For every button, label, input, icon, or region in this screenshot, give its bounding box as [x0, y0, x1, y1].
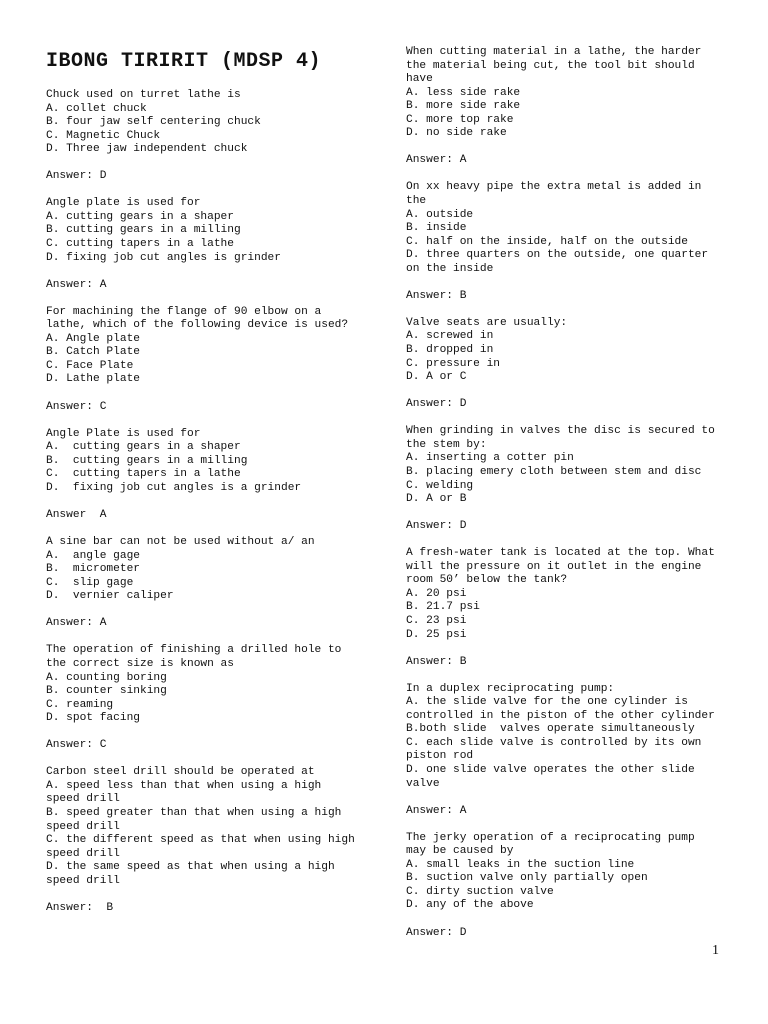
question-text: may be caused by — [406, 845, 514, 858]
answer-option: D. vernier caliper — [46, 590, 174, 603]
question-text: room 50’ below the tank? — [406, 574, 568, 587]
page-title: IBONG TIRIRIT (MDSP 4) — [46, 50, 322, 73]
question-text: When grinding in valves the disc is secured to — [406, 425, 715, 438]
answer-option: C. 23 psi — [406, 614, 467, 627]
answer-option: C. more top rake — [406, 113, 514, 126]
answer-key: Answer: D — [406, 926, 467, 939]
answer-option: D. one slide valve operates the other slide — [406, 763, 695, 776]
answer-option: valve — [406, 777, 440, 790]
answer-option: D. no side rake — [406, 127, 507, 140]
spacer — [46, 387, 376, 401]
answer-option: on the inside — [406, 262, 494, 275]
question-block — [406, 683, 736, 818]
answer-key: Answer: A — [46, 278, 107, 291]
answer-option: D. A or B — [406, 493, 467, 506]
spacer — [46, 604, 376, 618]
answer-option: speed drill — [46, 874, 120, 887]
answer-option: A. screwed in — [406, 330, 494, 343]
answer-option: A. collet chuck — [46, 102, 147, 115]
question-text: Angle Plate is used for — [46, 427, 201, 440]
answer-option: B. cutting gears in a milling — [46, 454, 248, 467]
answer-option: A. cutting gears in a shaper — [46, 210, 234, 223]
question-block — [46, 306, 376, 414]
answer-option: B. Catch Plate — [46, 346, 140, 359]
question-block — [46, 428, 376, 523]
answer-option: C. the different speed as that when using high — [46, 834, 355, 847]
question-text: A fresh-water tank is located at the top. What — [406, 547, 715, 560]
answer-option: B. dropped in — [406, 344, 494, 357]
answer-option: C. welding — [406, 479, 474, 492]
answer-key: Answer: A — [46, 617, 107, 630]
answer-option: A. the slide valve for the one cylinder is — [406, 696, 688, 709]
question-block — [406, 547, 736, 669]
question-text: the — [406, 195, 427, 208]
answer-option: D. the same speed as that when using a high — [46, 861, 335, 874]
answer-option: C. cutting tapers in a lathe — [46, 238, 234, 251]
question-block — [406, 317, 736, 412]
question-text: the stem by: — [406, 438, 487, 451]
answer-option: A. inserting a cotter pin — [406, 452, 574, 465]
answer-option: C. cutting tapers in a lathe — [46, 468, 241, 481]
question-text: The operation of finishing a drilled hole to — [46, 644, 342, 657]
answer-option: C. pressure in — [406, 357, 500, 370]
answer-key: Answer: B — [406, 655, 467, 668]
question-text: For machining the flange of 90 elbow on a — [46, 305, 322, 318]
spacer — [406, 642, 736, 656]
answer-option: speed drill — [46, 847, 120, 860]
answer-option: speed drill — [46, 793, 120, 806]
answer-option: A. small leaks in the suction line — [406, 858, 635, 871]
spacer — [406, 913, 736, 927]
right-column — [406, 46, 736, 940]
spacer — [406, 791, 736, 805]
answer-option: B. cutting gears in a milling — [46, 224, 241, 237]
answer-option: B. suction valve only partially open — [406, 872, 648, 885]
answer-option: D. Lathe plate — [46, 373, 140, 386]
question-text: Valve seats are usually: — [406, 316, 568, 329]
question-block — [46, 644, 376, 752]
answer-option: A. outside — [406, 208, 474, 221]
spacer — [406, 507, 736, 521]
answer-option: D. spot facing — [46, 712, 140, 725]
question-text: The jerky operation of a reciprocating pump — [406, 831, 695, 844]
question-text: have — [406, 73, 433, 86]
answer-option: D. 25 psi — [406, 628, 467, 641]
answer-key: Answer: D — [406, 398, 467, 411]
answer-option: A. angle gage — [46, 549, 140, 562]
spacer — [46, 726, 376, 740]
answer-option: C. slip gage — [46, 576, 134, 589]
question-text: In a duplex reciprocating pump: — [406, 682, 615, 695]
spacer — [406, 141, 736, 155]
answer-key: Answer A — [46, 508, 107, 521]
question-text: On xx heavy pipe the extra metal is added in — [406, 181, 702, 194]
answer-option: C. reaming — [46, 698, 114, 711]
answer-option: B. more side rake — [406, 100, 521, 113]
question-block — [406, 181, 736, 303]
answer-option: B. four jaw self centering chuck — [46, 116, 261, 129]
question-block — [406, 46, 736, 168]
answer-option: A. counting boring — [46, 671, 167, 684]
answer-option: B. speed greater than that when using a high — [46, 806, 342, 819]
answer-option: piston rod — [406, 750, 474, 763]
question-block — [46, 89, 376, 184]
answer-option: speed drill — [46, 820, 120, 833]
question-text: Carbon steel drill should be operated at — [46, 766, 315, 779]
left-column — [46, 89, 376, 915]
question-text: the material being cut, the tool bit should — [406, 59, 695, 72]
answer-option: B. micrometer — [46, 563, 140, 576]
question-text: Angle plate is used for — [46, 197, 201, 210]
answer-key: Answer: C — [46, 400, 107, 413]
answer-option: controlled in the piston of the other cylinder — [406, 709, 715, 722]
spacer — [46, 888, 376, 902]
answer-option: B.both slide valves operate simultaneously — [406, 723, 695, 736]
question-text: Chuck used on turret lathe is — [46, 89, 241, 101]
answer-option: A. less side rake — [406, 86, 521, 99]
question-block — [46, 197, 376, 292]
question-block — [46, 536, 376, 631]
answer-option: C. Magnetic Chuck — [46, 129, 161, 142]
answer-option: B. 21.7 psi — [406, 601, 480, 614]
answer-option: C. Face Plate — [46, 359, 134, 372]
question-text: the correct size is known as — [46, 657, 234, 670]
answer-key: Answer: B — [46, 901, 114, 914]
answer-key: Answer: B — [406, 289, 467, 302]
answer-option: D. three quarters on the outside, one quarter — [406, 249, 709, 262]
spacer — [406, 385, 736, 399]
answer-option: D. A or C — [406, 371, 467, 384]
answer-key: Answer: D — [406, 520, 467, 533]
answer-option: D. Three jaw independent chuck — [46, 143, 248, 156]
question-block — [46, 766, 376, 915]
answer-key: Answer: D — [46, 170, 107, 183]
answer-option: D. fixing job cut angles is a grinder — [46, 481, 302, 494]
question-block — [406, 425, 736, 533]
spacer — [46, 157, 376, 171]
answer-option: A. Angle plate — [46, 332, 140, 345]
answer-option: A. 20 psi — [406, 587, 467, 600]
answer-key: Answer: A — [406, 804, 467, 817]
question-text: lathe, which of the following device is used? — [46, 319, 349, 332]
answer-option: A. cutting gears in a shaper — [46, 441, 241, 454]
answer-option: B. placing emery cloth between stem and disc — [406, 465, 702, 478]
spacer — [46, 495, 376, 509]
page-number: 1 — [712, 943, 719, 958]
spacer — [46, 265, 376, 279]
spacer — [406, 276, 736, 290]
question-block — [406, 832, 736, 940]
answer-key: Answer: A — [406, 154, 467, 167]
answer-option: C. half on the inside, half on the outside — [406, 235, 688, 248]
answer-option: D. any of the above — [406, 899, 534, 912]
answer-option: D. fixing job cut angles is grinder — [46, 251, 281, 264]
question-text: A sine bar can not be used without a/ an — [46, 536, 315, 549]
answer-key: Answer: C — [46, 739, 107, 752]
answer-option: B. counter sinking — [46, 685, 167, 698]
answer-option: B. inside — [406, 222, 467, 235]
question-text: When cutting material in a lathe, the harder — [406, 46, 702, 58]
answer-option: A. speed less than that when using a high — [46, 779, 322, 792]
question-text: will the pressure on it outlet in the engine — [406, 560, 702, 573]
answer-option: C. each slide valve is controlled by its own — [406, 736, 702, 749]
answer-option: C. dirty suction valve — [406, 885, 554, 898]
